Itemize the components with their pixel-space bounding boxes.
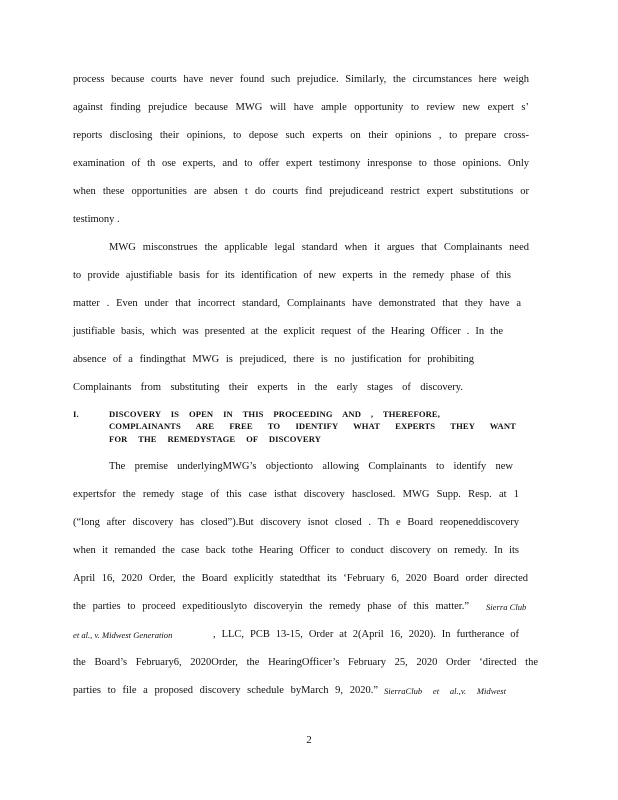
paragraph-line: to provide ajustifiable basis for its identification of new experts in the remedy phase of this [73,270,511,281]
paragraph-line: when it remanded the case back tothe Hearing Officer to conduct discovery on remedy. In its [73,545,519,556]
paragraph-line: MWG misconstrues the applicable legal standard when it argues that Complainants need [109,242,529,253]
paragraph-line: expertsfor the remedy stage of this case isthat discovery hasclosed. MWG Supp. Resp. at 1 [73,489,519,500]
citation-italic: SierraClub et al.,v. Midwest [384,686,506,696]
paragraph-line: April 16, 2020 Order, the Board explicitly statedthat its ‘February 6, 2020 Board order directed [73,573,528,584]
paragraph-line: the Board’s February6, 2020Order, the HearingOfficer’s February 25, 2020 Order ‘directed the [73,657,538,668]
paragraph-line: reports disclosing their opinions, to depose such experts on their opinions , to prepare cross- [73,130,529,141]
paragraph-line: against finding prejudice because MWG will have ample opportunity to review new expert s’ [73,102,529,113]
paragraph-line: The premise underlyingMWG’s objectionto allowing Complainants to identify new [109,461,513,472]
section-heading-line: DISCOVERY IS OPEN IN THIS PROCEEDING AND , THEREFORE, [109,409,440,419]
paragraph-line: matter . Even under that incorrect standard, Complainants have demonstrated that they have a [73,298,521,309]
paragraph-line: justifiable basis, which was presented at the explicit request of the Hearing Officer . In the [73,326,503,337]
paragraph-line: process because courts have never found such prejudice. Similarly, the circumstances here weigh [73,74,529,85]
paragraph-line: parties to file a proposed discovery schedule byMarch 9, 2020.” [73,685,378,696]
citation-italic: Sierra Club [486,602,527,612]
citation-italic: et al., v. Midwest Generation [73,630,173,640]
paragraph-line: testimony . [73,214,120,225]
section-number: I. [73,409,79,419]
paragraph-line: (“long after discovery has closed”).But discovery isnot closed . Th e Board reopeneddiscovery [73,517,519,528]
section-heading-line: FOR THE REMEDYSTAGE OF DISCOVERY [109,434,321,444]
paragraph-line: absence of a findingthat MWG is prejudiced, there is no justification for prohibiting [73,354,474,365]
section-heading-line: COMPLAINANTS ARE FREE TO IDENTIFY WHAT EXPERTS THEY WANT [109,421,516,431]
paragraph-line: when these opportunities are absen t do courts find prejudiceand restrict expert substitutions or [73,186,529,197]
paragraph-line: Complainants from substituting their experts in the early stages of discovery. [73,382,463,393]
page-number: 2 [306,734,312,746]
paragraph-line: , LLC, PCB 13-15, Order at 2(April 16, 2020). In furtherance of [213,629,519,640]
paragraph-line: the parties to proceed expeditiouslyto discoveryin the remedy phase of this matter.” [73,601,469,612]
paragraph-line: examination of th ose experts, and to offer expert testimony inresponse to those opinions. Only [73,158,529,169]
